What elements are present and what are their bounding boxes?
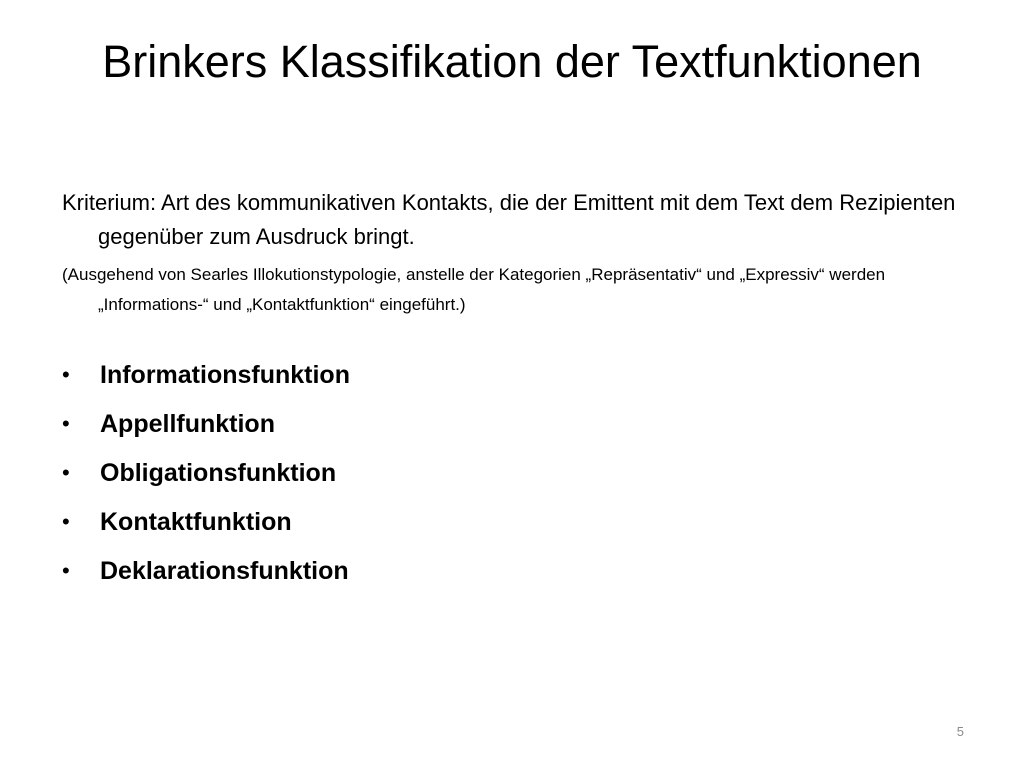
function-label: Informationsfunktion — [100, 361, 350, 389]
bullet-icon: • — [62, 509, 70, 534]
bullet-icon: • — [62, 460, 70, 485]
note-text: (Ausgehend von Searles Illokutionstypologie, anstelle der Kategorien „Repräsentativ“ und „Expressiv“ werden „Informations-“ und „Kontaktfunktion“ eingeführt.) — [62, 265, 886, 314]
function-label: Appellfunktion — [100, 410, 275, 438]
bullet-icon: • — [62, 362, 70, 387]
list-item — [62, 403, 862, 452]
list-item — [62, 550, 862, 599]
function-label: Obligationsfunktion — [100, 459, 337, 487]
function-label: Deklarationsfunktion — [100, 557, 349, 585]
criterion-text: Kriterium: Art des kommunikativen Kontakts, die der Emittent mit dem Text dem Rezipienten gegenüber zum Ausdruck bringt. — [62, 190, 956, 249]
list-item — [62, 501, 862, 550]
function-list — [62, 354, 862, 599]
bullet-icon: • — [62, 411, 70, 436]
list-item — [62, 354, 862, 403]
bullet-icon: • — [62, 558, 70, 583]
list-item — [62, 452, 862, 501]
function-label: Kontaktfunktion — [100, 508, 292, 536]
slide-title: Brinkers Klassifikation der Textfunktionen — [102, 36, 922, 87]
page-number: 5 — [956, 724, 964, 739]
